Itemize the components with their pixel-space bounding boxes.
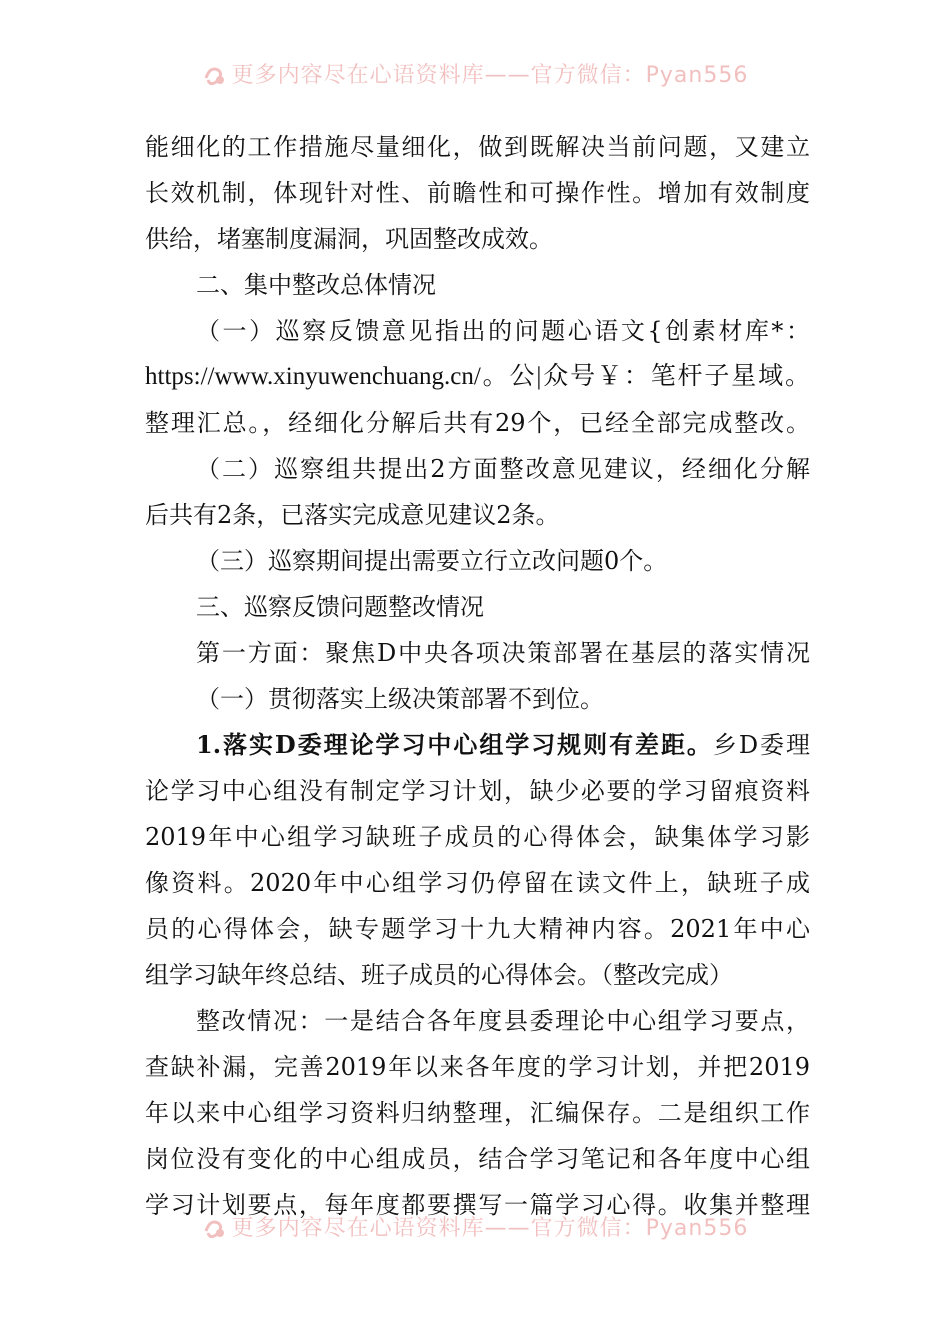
- document-body: [145, 124, 810, 1228]
- paragraph-line: 长效机制，体现针对性、前瞻性和可操作性。增加有效制度: [145, 179, 810, 207]
- point-1-line: [145, 722, 810, 768]
- watermark-logo-icon: [202, 62, 228, 88]
- item-1-url-line: https://www.xinyuwenchuang.cn/。公|众号￥：笔杆子星域。: [145, 363, 810, 390]
- watermark-text: 更多内容尽在心语资料库——官方微信：Pyan556: [231, 1216, 749, 1241]
- rectify-line: 年以来中心组学习资料归纳整理，汇编保存。二是组织工作: [145, 1099, 810, 1127]
- watermark-logo-icon: [202, 1215, 228, 1241]
- watermark-footer: [0, 1211, 950, 1242]
- aspect-heading: 第一方面：聚焦D中央各项决策部署在基层的落实情况: [196, 639, 810, 667]
- rectify-line: 学习计划要点，每年度都要撰写一篇学习心得。收集并整理: [145, 1191, 810, 1219]
- rectify-line: 岗位没有变化的中心组成员，结合学习笔记和各年度中心组: [145, 1145, 810, 1173]
- point-1-line: 员的心得体会，缺专题学习十九大精神内容。2021年中心: [145, 915, 810, 943]
- item-1-line: （一）巡察反馈意见指出的问题心语文{创素材库*：: [196, 317, 810, 345]
- rectify-line: 整改情况：一是结合各年度县委理论中心组学习要点，: [196, 1007, 810, 1035]
- paragraph-line: 能细化的工作措施尽量细化，做到既解决当前问题，又建立: [145, 133, 810, 161]
- section-heading-3: 三、巡察反馈问题整改情况: [196, 593, 484, 621]
- section-heading-2: 二、集中整改总体情况: [196, 271, 436, 299]
- point-1-line: 组学习缺年终总结、班子成员的心得体会。（整改完成）: [145, 961, 733, 989]
- item-1-line: 整理汇总。，经细化分解后共有29个，已经全部完成整改。: [145, 409, 810, 437]
- item-3-line: （三）巡察期间提出需要立行立改问题0个。: [196, 547, 668, 575]
- point-1-bold-title: 1.落实D委理论学习中心组学习规则有差距。: [196, 730, 713, 759]
- item-2-line: 后共有2条，已落实完成意见建议2条。: [145, 501, 560, 529]
- point-1-line: 像资料。2020年中心组学习仍停留在读文件上，缺班子成: [145, 869, 810, 897]
- item-2-line: （二）巡察组共提出2方面整改意见建议，经细化分解: [196, 455, 810, 483]
- paragraph-line: 供给，堵塞制度漏洞，巩固整改成效。: [145, 225, 553, 253]
- point-1-rest: 乡D委理: [712, 731, 810, 759]
- sub-heading-1: （一）贯彻落实上级决策部署不到位。: [196, 685, 604, 713]
- watermark-header: [0, 58, 950, 89]
- rectify-line: 查缺补漏，完善2019年以来各年度的学习计划，并把2019: [145, 1053, 810, 1081]
- watermark-text: 更多内容尽在心语资料库——官方微信：Pyan556: [231, 63, 749, 88]
- point-1-line: 论学习中心组没有制定学习计划，缺少必要的学习留痕资料: [145, 777, 810, 805]
- point-1-line: 2019年中心组学习缺班子成员的心得体会，缺集体学习影: [145, 823, 810, 851]
